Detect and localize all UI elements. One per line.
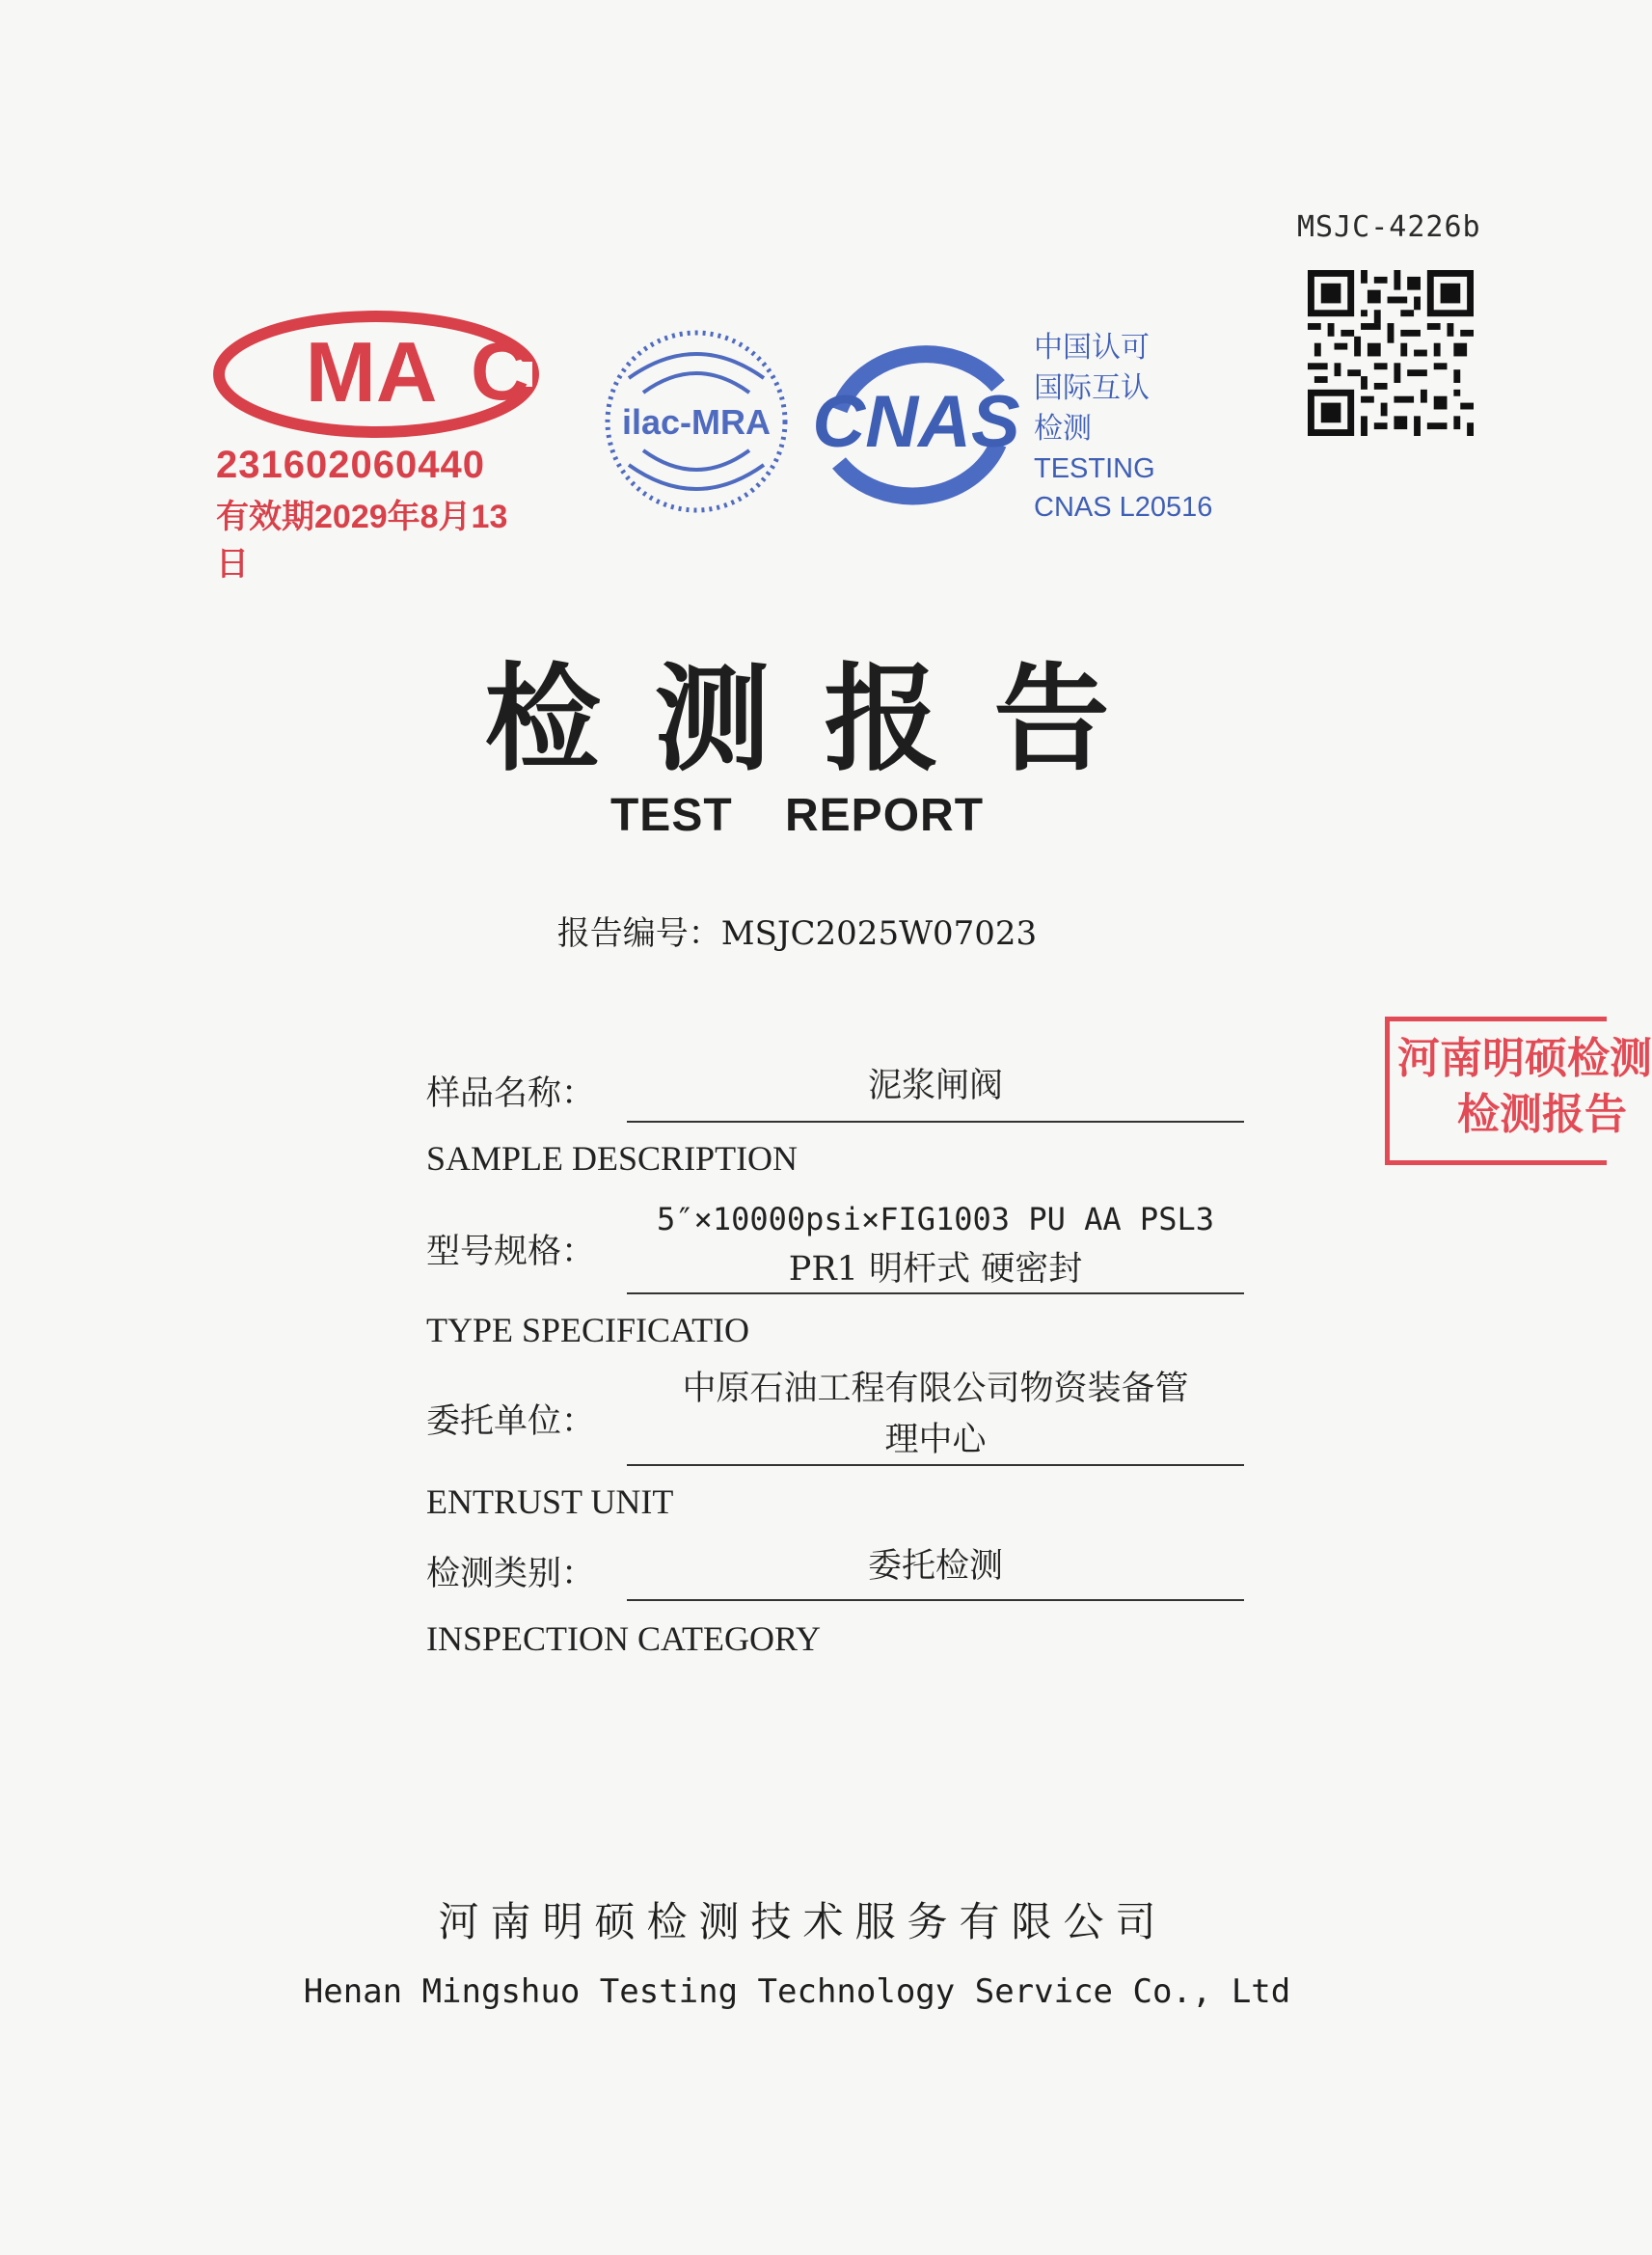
svg-text:C: C <box>471 326 529 417</box>
type-specification-label-en: TYPE SPECIFICATIO <box>426 1311 750 1349</box>
cnas-logo <box>800 333 1032 516</box>
cma-logo <box>212 309 540 444</box>
type-spec-label: 型号规格： <box>426 1233 596 1271</box>
cma-valid-until: 有效期2029年8月13日 <box>216 499 508 583</box>
cma-logo-text: MA <box>305 324 438 420</box>
cma-number: 231602060440 <box>216 444 485 486</box>
sample-name-underline <box>627 1121 1244 1123</box>
type-spec-underline <box>627 1292 1244 1294</box>
client-label: 委托单位： <box>426 1402 596 1441</box>
client-underline <box>627 1464 1244 1466</box>
type-spec-value-line-1: 5″×10000psi×FIG1003 PU AA PSL3 <box>657 1201 1214 1237</box>
cnas-line-1: 中国认可 <box>1034 331 1150 365</box>
cnas-line-3: 检测 <box>1034 412 1092 446</box>
qr-code <box>1308 267 1474 439</box>
side-seal-stamp <box>1385 1017 1652 1165</box>
category-value: 委托检测 <box>867 1547 1003 1586</box>
company-name-zh: 河南明硕检测技术服务有限公司 <box>438 1898 1168 1945</box>
cnas-logo-text: CNAS <box>812 381 1020 463</box>
category-underline <box>627 1599 1244 1601</box>
entrust-unit-label-en: ENTRUST UNIT <box>426 1482 674 1521</box>
side-stamp-line-2: 检测报告 <box>1457 1091 1627 1138</box>
category-label: 检测类别： <box>426 1555 596 1593</box>
type-spec-value-line-2: PR1 明杆式 硬密封 <box>788 1250 1083 1289</box>
ilac-mra-mark <box>600 320 793 523</box>
cma-certification-mark <box>212 309 540 583</box>
client-value-line-2: 理中心 <box>884 1421 987 1459</box>
cnas-accreditation-text <box>1034 328 1227 527</box>
sample-name-value: 泥浆闸阀 <box>867 1067 1003 1105</box>
company-name-en: Henan Mingshuo Testing Technology Service Co., Ltd <box>303 1972 1291 2011</box>
report-number: 报告编号：MSJC2025W07023 <box>556 914 1038 953</box>
report-title-en: TEST REPORT <box>609 790 985 841</box>
document-code: MSJC-4226b <box>1297 210 1481 244</box>
inspection-category-label-en: INSPECTION CATEGORY <box>426 1619 822 1658</box>
report-title-zh: 检测报告 <box>484 651 1164 787</box>
side-stamp-line-1: 河南明硕检测 <box>1397 1035 1652 1082</box>
cnas-line-2: 国际互认 <box>1034 371 1150 405</box>
ilac-logo-text: ilac-MRA <box>621 402 772 442</box>
client-value-line-1: 中原石油工程有限公司物资装备管 <box>682 1370 1189 1408</box>
sample-description-label-en: SAMPLE DESCRIPTION <box>426 1139 799 1178</box>
cnas-line-4: TESTING <box>1034 453 1155 484</box>
cnas-line-5: CNAS L20516 <box>1034 492 1213 523</box>
sample-name-label: 样品名称： <box>426 1074 596 1113</box>
